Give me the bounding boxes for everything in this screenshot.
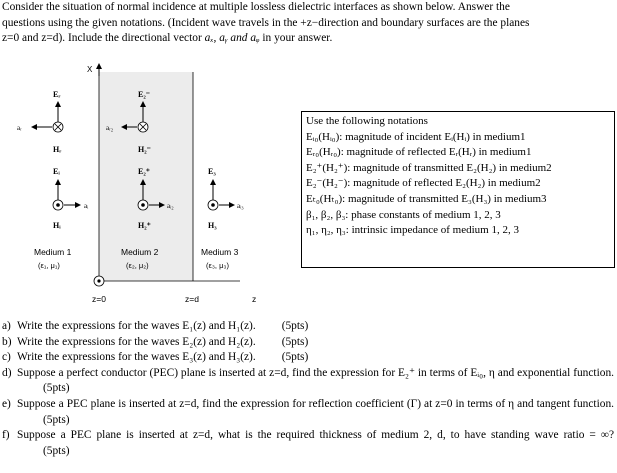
ai2-label: aᵢ₂	[167, 202, 174, 210]
intro-line-3-suffix: in your answer.	[262, 32, 333, 44]
question-label: f)	[2, 429, 10, 442]
notation-box	[301, 111, 615, 268]
question-body	[17, 350, 614, 366]
H2-minus-label: H₂⁻	[138, 145, 151, 154]
question-body	[17, 335, 614, 351]
question-body	[17, 428, 614, 459]
Hr-label: Hᵣ	[53, 145, 62, 154]
question-points: (5pts)	[281, 335, 309, 348]
question-list	[2, 319, 614, 459]
H3-label: H₃	[208, 221, 217, 230]
question-c	[2, 350, 614, 366]
question-text: Suppose a PEC plane is inserted at z=d, find the expression for reflection coefficient (Γ) at z=0 in terms of η and tangent function.	[17, 397, 614, 410]
notation-item: η₁, η₂, η₃: intrinsic impedance of medium 1, 2, 3	[306, 224, 519, 237]
medium2-params: (ε₂, μ₂)	[126, 261, 149, 270]
x-axis-label: X	[87, 65, 93, 74]
question-a	[2, 319, 614, 335]
question-e	[2, 397, 614, 428]
notation-item: Eᵢ₀(Hᵢ₀): magnitude of incident Eᵢ(Hᵢ) in medium1	[306, 130, 526, 143]
notation-item: Eₜ₀(Hₜ₀): magnitude of transmitted E₃(H₃) in medium3	[306, 192, 547, 205]
Er-label: Eᵣ	[53, 90, 61, 99]
question-label: e)	[2, 397, 11, 410]
medium1-title: Medium 1	[34, 247, 72, 257]
notation-item: E₂⁺(H₂⁺): magnitude of transmitted E₂(H₂) in medium2	[306, 161, 552, 174]
ai3-label: aᵢ₃	[237, 202, 244, 210]
question-points: (5pts)	[281, 351, 309, 364]
question-body	[17, 397, 614, 428]
intro-directional-vectors: aₓ, aᵧ and aᵩ	[204, 32, 260, 44]
question-points: (5pts)	[43, 382, 70, 395]
question-label: b)	[2, 335, 12, 348]
Hi-label: Hᵢ	[53, 221, 61, 230]
question-text: Write the expressions for the waves E₂(z) and H₂(z).	[17, 335, 256, 348]
z0-label: z=0	[92, 294, 106, 304]
ar-label: aᵣ	[17, 124, 22, 132]
question-b	[2, 335, 614, 351]
notation-item: β₁, β₂, β₃: phase constants of medium 1, 2, 3	[306, 208, 501, 221]
interface-diagram	[0, 56, 300, 306]
question-d	[2, 366, 614, 397]
question-label: d)	[2, 366, 12, 379]
z-axis-label: z	[252, 294, 257, 304]
medium3-params: (ε₃, μ₃)	[206, 261, 229, 270]
question-label: c)	[2, 351, 11, 364]
ai-label: aᵢ	[84, 202, 89, 210]
question-body	[17, 366, 614, 397]
question-points: (5pts)	[43, 444, 70, 457]
Hi-dot-icon	[56, 203, 60, 207]
notation-title: Use the following notations	[306, 115, 428, 127]
question-text: Suppose a perfect conductor (PEC) plane is inserted at z=d, find the expression for E₂⁺ in terms of Eᵢ₀, η and exponential function.	[17, 366, 614, 379]
question-text: Write the expressions for the waves E₁(z) and H₁(z).	[17, 320, 256, 332]
H2-plus-dot-icon	[141, 203, 145, 207]
medium2-title: Medium 2	[121, 247, 159, 257]
problem-intro	[2, 0, 614, 47]
question-text: Suppose a PEC plane is inserted at z=d, what is the required thickness of medium 2, d, to have standing wave ratio = ∞?	[17, 429, 614, 442]
question-text: Write the expressions for the waves E₃(z) and H₃(z).	[17, 351, 256, 364]
origin-dot-center-icon	[97, 279, 100, 282]
E2-plus-label: E₂⁺	[138, 167, 150, 176]
medium3-title: Medium 3	[201, 247, 239, 257]
medium1-params: (ε₁, μ₁)	[38, 261, 60, 270]
notation-item: Eᵣ₀(Hᵣ₀): magnitude of reflected Eᵣ(Hᵣ) in medium1	[306, 146, 532, 159]
intro-line-1: Consider the situation of normal incidence at multiple lossless dielectric interfaces as shown below. Answer the	[2, 1, 510, 13]
question-points: (5pts)	[43, 413, 70, 426]
zd-label: z=d	[185, 294, 199, 304]
E2-minus-label: E₂⁻	[138, 90, 150, 99]
intro-line-3-prefix: z=0 and z=d). Include the directional vector	[2, 32, 202, 44]
intro-line-3	[2, 31, 614, 47]
intro-line-2: questions using the given notations. (Incident wave travels in the +z−direction and boundary surfaces are the planes	[2, 16, 530, 29]
question-points: (5pts)	[281, 320, 309, 332]
notation-item: E₂⁻(H₂⁻): magnitude of reflected E₂(H₂) in medium2	[306, 177, 541, 190]
H2-plus-label: H₂⁺	[138, 221, 151, 230]
H3-dot-icon	[211, 203, 215, 207]
question-f	[2, 428, 614, 459]
ar2-label: aᵣ₂	[106, 124, 114, 132]
question-body	[17, 319, 614, 335]
E3-label: E₃	[208, 167, 216, 176]
question-label: a)	[2, 320, 11, 332]
Ei-label: Eᵢ	[53, 167, 60, 176]
